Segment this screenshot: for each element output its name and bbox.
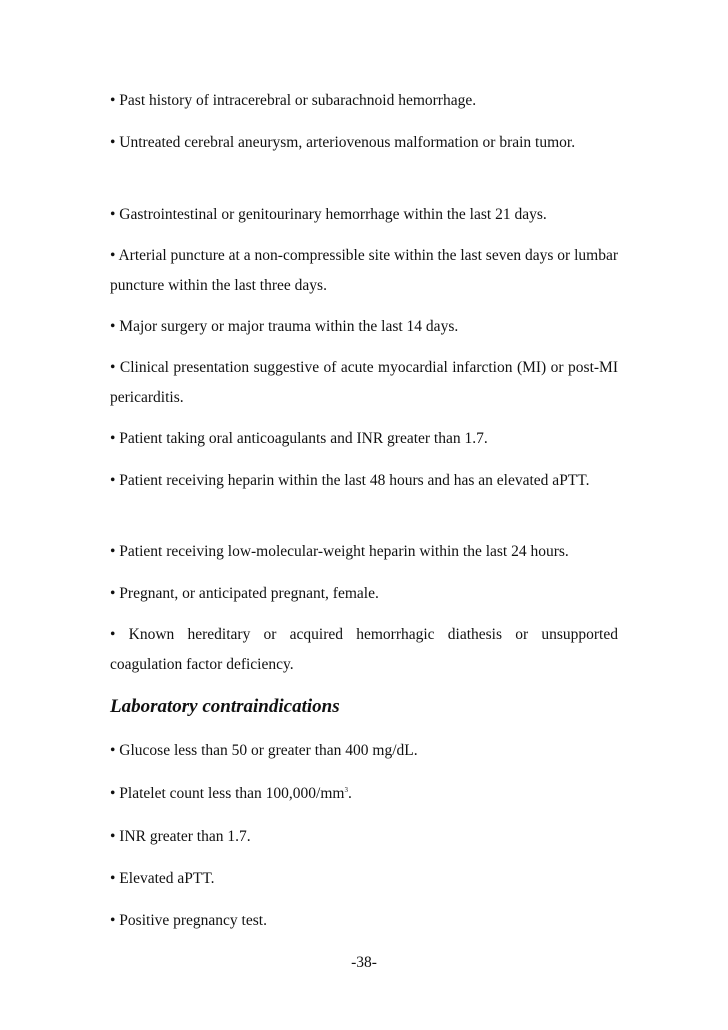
contraindication-item: • Past history of intracerebral or subarachnoid hemorrhage. xyxy=(110,92,477,109)
contraindication-item: • Known hereditary or acquired hemorrhagic diathesis or unsupported coagulation factor deficiency. xyxy=(110,626,618,673)
contraindication-item: • Major surgery or major trauma within the last 14 days. xyxy=(110,318,459,335)
lab-item-platelet xyxy=(110,779,618,809)
contraindication-item: • Pregnant, or anticipated pregnant, female. xyxy=(110,585,379,602)
lab-item-inr: • INR greater than 1.7. xyxy=(110,828,251,845)
document-page xyxy=(110,0,618,1030)
lab-item-platelet-end: . xyxy=(347,785,352,802)
superscript-exponent: 3 xyxy=(344,785,348,794)
lab-item-aptt: • Elevated aPTT. xyxy=(110,870,215,887)
contraindication-item: • Clinical presentation suggestive of acute myocardial infarction (MI) or post-MI pericarditis. xyxy=(110,359,618,406)
contraindication-item: • Patient receiving low-molecular-weight heparin within the last 24 hours. xyxy=(110,543,569,560)
page-number: -38- xyxy=(351,954,377,971)
section-heading: Laboratory contraindications xyxy=(110,696,340,717)
contraindication-item: • Gastrointestinal or genitourinary hemorrhage within the last 21 days. xyxy=(110,206,547,223)
lab-item-glucose: • Glucose less than 50 or greater than 400 mg/dL. xyxy=(110,742,418,759)
contraindication-item: • Patient receiving heparin within the last 48 hours and has an elevated aPTT. xyxy=(110,472,590,489)
contraindication-item: • Untreated cerebral aneurysm, arteriovenous malformation or brain tumor. xyxy=(110,134,576,151)
lab-item-pregnancy: • Positive pregnancy test. xyxy=(110,912,267,929)
contraindication-item: • Arterial puncture at a non-compressible site within the last seven days or lumbar puncture within the last three days. xyxy=(110,247,618,294)
contraindication-item: • Patient taking oral anticoagulants and INR greater than 1.7. xyxy=(110,430,488,447)
lab-item-platelet-text: • Platelet count less than 100,000/mm xyxy=(110,785,345,802)
